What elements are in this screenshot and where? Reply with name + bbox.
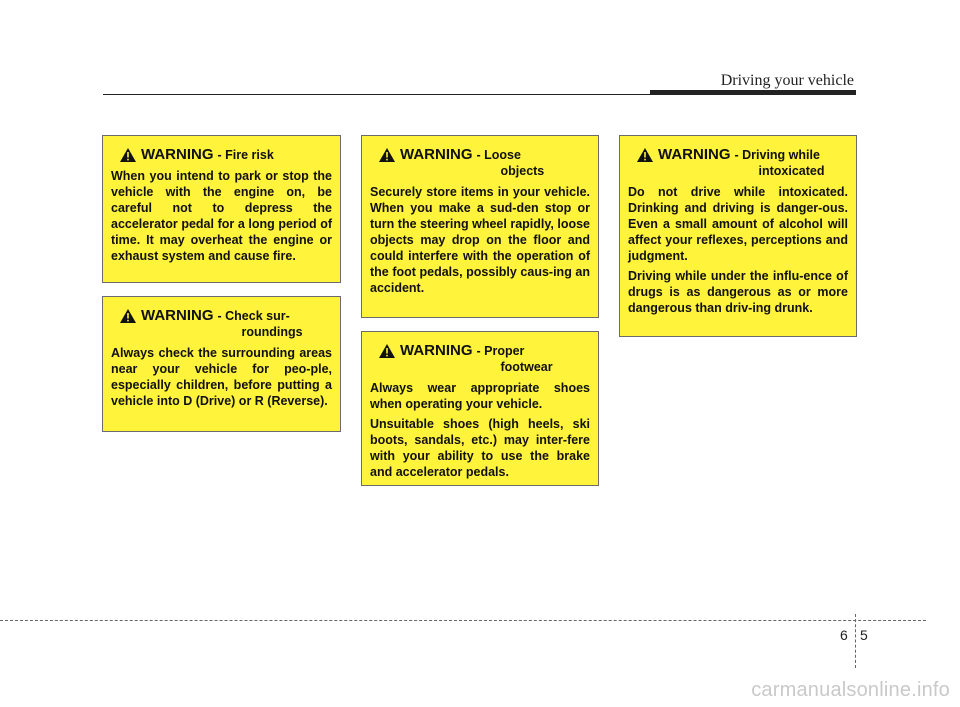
warning-heading	[370, 343, 590, 375]
warning-subject-line: objects	[500, 164, 545, 178]
warning-box-check-surroundings	[102, 296, 341, 432]
warning-box-driving-intoxicated	[619, 135, 857, 337]
warning-word: WARNING	[400, 146, 473, 163]
chapter-number: 6	[840, 627, 848, 643]
warning-triangle-icon	[120, 148, 136, 162]
warning-heading	[628, 147, 848, 179]
warning-text: When you intend to park or stop the vehicle with the engine on, be careful not to depress the accelerator pedal for a long period of time. It may overheat the engine or exhaust system and cause fire.	[111, 169, 332, 263]
warning-text: Driving while under the influ-ence of drugs is as dangerous as or more dangerous than driv-ing drunk.	[628, 269, 848, 315]
warning-subject-line: - Fire risk	[217, 148, 274, 162]
warning-subject-line: roundings	[241, 325, 303, 339]
warning-heading	[111, 308, 332, 340]
warning-subject	[735, 147, 825, 179]
warning-triangle-icon	[120, 309, 136, 323]
warning-subject-line: - Loose	[476, 148, 521, 162]
warning-text: Do not drive while intoxicated. Drinking and driving is danger-ous. Even a small amount of alcohol will affect your reflexes, perceptions and judgment.	[628, 185, 848, 263]
warning-subject-line: intoxicated	[758, 164, 825, 178]
warning-word: WARNING	[400, 342, 473, 359]
warning-box-proper-footwear	[361, 331, 599, 486]
warning-text: Securely store items in your vehicle. When you make a sud-den stop or turn the steering wheel rapidly, loose objects may drop on the floor and could interfere with the operation of the foot pedals, possibly caus-ing an accident.	[370, 185, 590, 295]
warning-word: WARNING	[658, 146, 731, 163]
warning-subject-line: - Driving while	[734, 148, 820, 162]
warning-triangle-icon	[637, 148, 653, 162]
warning-word: WARNING	[141, 146, 214, 163]
warning-subject-line: - Proper	[476, 344, 525, 358]
warning-subject	[218, 147, 274, 163]
warning-heading	[370, 147, 590, 179]
warning-subject-line: footwear	[500, 360, 553, 374]
warning-subject	[477, 343, 553, 375]
watermark: carmanualsonline.info	[751, 679, 950, 701]
warning-text: Unsuitable shoes (high heels, ski boots, sandals, etc.) may inter-fere with your ability to use the brake and accelerator pedals.	[370, 417, 590, 479]
warning-subject	[218, 308, 303, 340]
warning-triangle-icon	[379, 148, 395, 162]
header-rule-accent	[650, 90, 856, 95]
warning-box-loose-objects	[361, 135, 599, 318]
warning-triangle-icon	[379, 344, 395, 358]
footer-rule	[0, 620, 926, 621]
warning-text: Always wear appropriate shoes when operating your vehicle.	[370, 381, 590, 411]
page-number: 5	[860, 627, 868, 643]
footer-divider	[855, 614, 856, 668]
warning-word: WARNING	[141, 307, 214, 324]
warning-box-fire-risk	[102, 135, 341, 283]
warning-text: Always check the surrounding areas near your vehicle for peo-ple, especially children, before putting a vehicle into D (Drive) or R (Reverse).	[111, 346, 332, 408]
warning-subject	[477, 147, 545, 179]
warning-heading	[111, 147, 332, 163]
warning-subject-line: - Check sur-	[217, 309, 290, 323]
section-title: Driving your vehicle	[720, 72, 854, 89]
